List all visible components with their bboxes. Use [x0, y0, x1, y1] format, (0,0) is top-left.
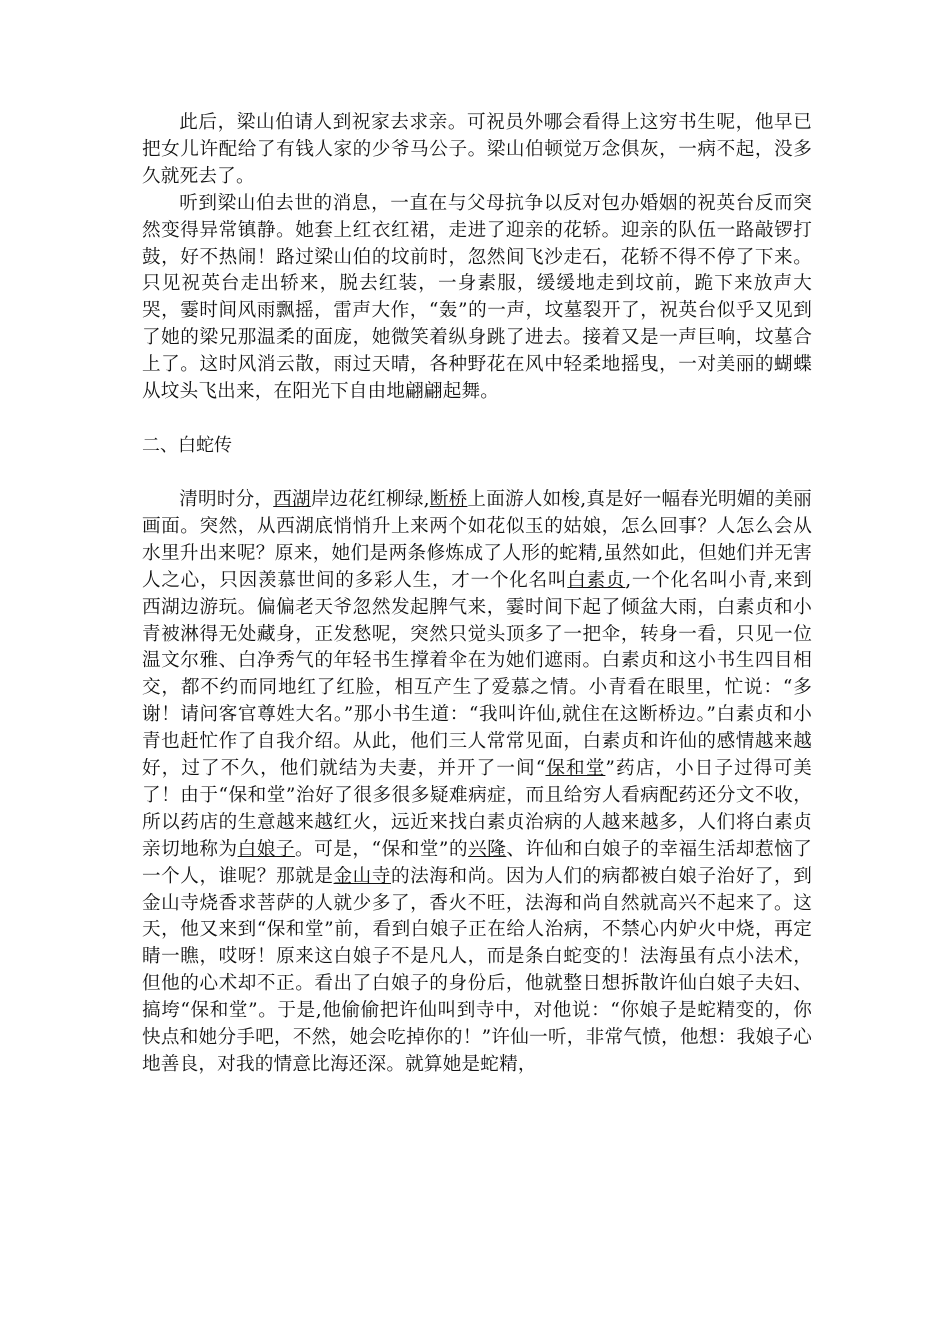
link-xihu[interactable]: 西湖 — [273, 488, 311, 510]
link-jinshansi[interactable]: 金山寺 — [333, 865, 391, 887]
paragraph-liangzhu-proposal: 此后，梁山伯请人到祝家去求亲。可祝员外哪会看得上这穷书生呢，他早已把女儿许配给了有钱人家的少爷马公子。梁山伯顿觉万念俱灰，一病不起，没多久就死去了。 — [142, 112, 812, 187]
text-segment: 清明时分， — [179, 488, 274, 510]
link-xinglong[interactable]: 兴隆 — [468, 838, 507, 860]
link-bainiangzi[interactable]: 白娘子 — [237, 838, 295, 860]
text-segment: ,一个化名叫小青,来到西湖边游玩。偏偏老天爷忽然发起脾气来，霎时间下起了倾盆大雨，白素贞和小青被淋得无处藏身，正发愁呢，突然只觉头顶多了一把伞，转身一看，只见一位温文尔雅、白净秀气的年轻书生撑着伞在为她们遮雨。白素贞和这小书生四目相交，都不约而同地红了红脸，相互产生了爱慕之情。小青看在眼里，忙说：“多谢！请问客官尊姓大名。”那小书生道：“我叫许仙,就住在这断桥边。”白素贞和小青也赶忙作了自我介绍。从此，他们三人常常见面，白素贞和许仙的感情越来越好，过了不久，他们就结为夫妻，并开了一间“ — [142, 569, 812, 780]
paragraph-baishezhuan — [142, 487, 812, 1079]
text-segment: 的法海和尚。因为人们的病都被白娘子治好了，到金山寺烧香求菩萨的人就少多了，香火不旺，法海和尚自然就高兴不起来了。这天，他又来到“保和堂”前，看到白娘子正在给人治病，不禁心内妒火中烧，再定睛一瞧，哎呀！原来这白娘子不是凡人，而是条白蛇变的！法海虽有点小法术，但他的心术却不正。看出了白娘子的身份后，他就整日想拆散许仙白娘子夫妇、搞垮“保和堂”。于是,他偷偷把许仙叫到寺中，对他说：“你娘子是蛇精变的，你快点和她分手吧，不然，她会吃掉你的！”许仙一听，非常气愤，他想：我娘子心地善良，对我的情意比海还深。就算她是蛇精， — [142, 865, 812, 1075]
text-segment: 上面游人如梭,真是好一幅春光明媚的美丽画面。突然，从西湖底悄悄升上来两个如花似玉的姑娘，怎么回事？人怎么会从水里升出来呢？原来，她们是两条修炼成了人形的蛇精,虽然如此，但她们并无害人之心，只因羡慕世间的多彩人生，才一个化名叫 — [142, 488, 812, 591]
text-segment: ”药店，小日子过得可美了！由于“保和堂”治好了很多很多疑难病症，而且给穷人看病配药还分文不收，所以药店的生意越来越红火，远近来找白素贞治病的人越来越多，人们将白素贞亲切地称为 — [142, 758, 812, 860]
paragraph-liangzhu-butterflies: 听到梁山伯去世的消息，一直在与父母抗争以反对包办婚姻的祝英台反而突然变得异常镇静。她套上红衣红裙，走进了迎亲的花轿。迎亲的队伍一路敲锣打鼓，好不热闹！路过梁山伯的坟前时，忽然间飞沙走石，花轿不得不停了下来。只见祝英台走出轿来，脱去红装，一身素服，缓缓地走到坟前，跪下来放声大哭，霎时间风雨飘摇，雷声大作，“轰”的一声，坟墓裂开了，祝英台似乎又见到了她的梁兄那温柔的面庞，她微笑着纵身跳了进去。接着又是一声巨响，坟墓合上了。这时风消云散，雨过天晴，各种野花在风中轻柔地摇曳，一对美丽的蝴蝶从坟头飞出来，在阳光下自由地翩翩起舞。 — [142, 192, 812, 403]
section-heading-baishezhuan: 二、白蛇传 — [142, 434, 232, 456]
link-baohetang[interactable]: 保和堂 — [545, 758, 606, 780]
document-page — [142, 110, 812, 1079]
link-duanqiao[interactable]: 断桥 — [429, 488, 468, 510]
text-segment: 、许仙和白娘子的幸福生活却惹恼了一个人，谁呢？那就是 — [142, 838, 812, 887]
text-segment: 。可是，“保和堂”的 — [295, 838, 469, 860]
link-baisuzhen[interactable]: 白素贞 — [567, 569, 626, 591]
text-segment: 岸边花红柳绿, — [310, 488, 430, 510]
